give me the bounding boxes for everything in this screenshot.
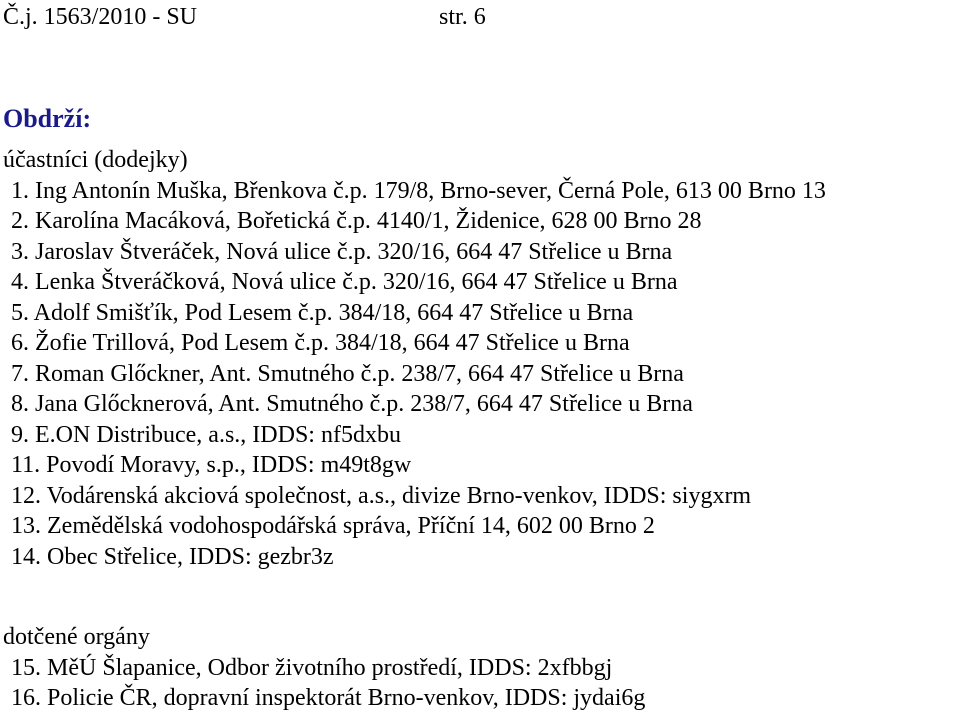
list-item: 13. Zemědělská vodohospodářská správa, Příční 14, 602 00 Brno 2 xyxy=(11,513,655,539)
list-item: 11. Povodí Moravy, s.p., IDDS: m49t8gw xyxy=(11,452,412,478)
list-item: 9. E.ON Distribuce, a.s., IDDS: nf5dxbu xyxy=(11,421,401,448)
list-item: 2. Karolína Macáková, Bořetická č.p. 4140/1, Židenice, 628 00 Brno 28 xyxy=(11,208,702,234)
participants-list xyxy=(3,176,826,573)
list-item: 3. Jaroslav Štveráček, Nová ulice č.p. 320/16, 664 47 Střelice u Brna xyxy=(11,238,673,265)
page-header xyxy=(3,2,486,32)
recipients-heading: Obdrží: xyxy=(3,104,92,133)
list-item: 15. MěÚ Šlapanice, Odbor životního prostředí, IDDS: 2xfbbgj xyxy=(11,654,613,681)
reference-number: Č.j. 1563/2010 - SU xyxy=(3,4,198,30)
list-item: 6. Žofie Trillová, Pod Lesem č.p. 384/18, 664 47 Střelice u Brna xyxy=(11,330,630,356)
authorities-list xyxy=(3,653,645,714)
list-item: 8. Jana Glőcknerová, Ant. Smutného č.p. 238/7, 664 47 Střelice u Brna xyxy=(11,391,693,417)
list-item: 12. Vodárenská akciová společnost, a.s., divize Brno-venkov, IDDS: siygxrm xyxy=(11,482,752,509)
list-item: 4. Lenka Štveráčková, Nová ulice č.p. 320/16, 664 47 Střelice u Brna xyxy=(11,269,678,295)
list-item: 16. Policie ČR, dopravní inspektorát Brno-venkov, IDDS: jydai6g xyxy=(11,685,646,711)
participants-label: účastníci (dodejky) xyxy=(3,147,188,173)
list-item: 14. Obec Střelice, IDDS: gezbr3z xyxy=(11,543,334,570)
authorities-section xyxy=(3,622,645,714)
page-number: str. 6 xyxy=(439,4,486,30)
list-item: 1. Ing Antonín Muška, Břenkova č.p. 179/8, Brno-sever, Černá Pole, 613 00 Brno 13 xyxy=(11,177,826,204)
list-item: 7. Roman Glőckner, Ant. Smutného č.p. 238/7, 664 47 Střelice u Brna xyxy=(11,360,684,387)
authorities-label: dotčené orgány xyxy=(3,624,150,650)
list-item: 5. Adolf Smišťík, Pod Lesem č.p. 384/18, 664 47 Střelice u Brna xyxy=(11,299,634,326)
participants-section xyxy=(3,145,826,572)
